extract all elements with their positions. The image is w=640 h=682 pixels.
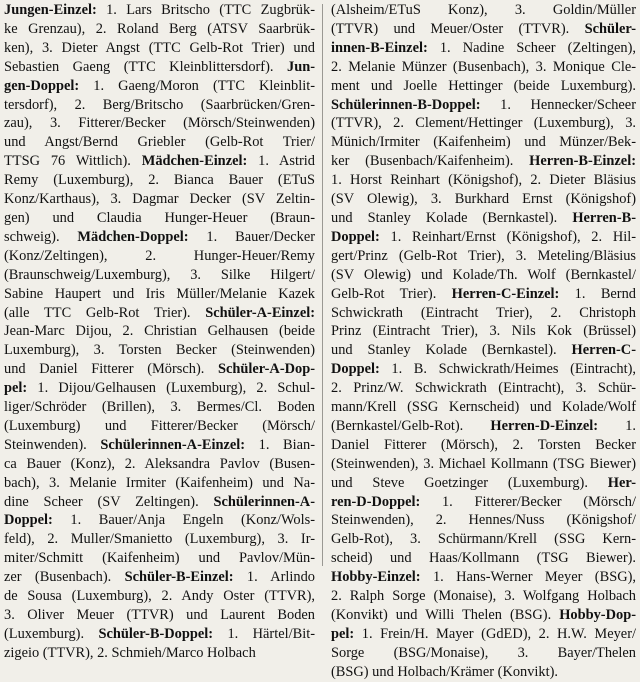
- result-text: 1. Frein/H. Mayer (GdED), 2. H.W. Meyer/: [354, 625, 636, 642]
- text-line: [4, 58, 315, 77]
- result-text: 1. Bauer/Anja Engeln (Konz/Wols-: [52, 512, 315, 529]
- result-text: tersdorf), 2. Berg/Britscho (Saarbrücken/Gren-: [4, 96, 315, 113]
- text-line: [331, 77, 636, 96]
- result-text: schweig).: [4, 228, 78, 245]
- result-text: 1. Hennecker/Scheer: [480, 96, 636, 113]
- category-heading: Herren-B-: [572, 209, 636, 226]
- text-line: [4, 587, 315, 606]
- result-text: 2. Ralph Sorge (Monaise), 3. Wolfgang Holbach: [331, 588, 636, 605]
- category-heading: Herren-C-Einzel:: [451, 285, 560, 302]
- category-heading: Herren-D-Einzel:: [490, 417, 599, 434]
- category-heading: Schüler-A-Einzel:: [205, 304, 315, 321]
- result-text: 1. Reinhart/Ernst (Königshof), 2. Hil-: [379, 228, 636, 245]
- result-text: 1. B. Schwickrath/Heimes (Eintracht),: [379, 361, 636, 378]
- text-line: [331, 285, 636, 304]
- category-heading: Schüler-B-Einzel:: [124, 569, 234, 586]
- text-line: [331, 493, 636, 512]
- text-line: [331, 511, 636, 530]
- text-line: [331, 190, 636, 209]
- text-line: [4, 417, 315, 436]
- text-line: [4, 152, 315, 171]
- category-heading: Jun-: [287, 58, 315, 75]
- result-text: TTSG 76 Wittlich).: [4, 153, 142, 170]
- category-heading: pel:: [4, 380, 28, 397]
- category-heading: Schüler-B-Doppel:: [98, 625, 214, 642]
- result-text: Prinz (Eintracht Trier), 3. Nils Kok (Brüssel): [331, 323, 636, 340]
- category-heading: Her-: [607, 474, 636, 491]
- text-line: [4, 549, 315, 568]
- text-line: [4, 133, 315, 152]
- category-heading: Schülerinnen-A-: [213, 493, 315, 510]
- result-text: (Bernkastel/Gelb-Rot).: [331, 417, 491, 434]
- result-text: Luxemburg), 3. Torsten Becker (Steinwenden): [4, 342, 315, 359]
- text-line: [4, 1, 315, 20]
- result-text: (Steinwenden), 3. Michael Kollmann (TSG Biewer): [331, 455, 636, 472]
- text-line: [4, 190, 315, 209]
- text-line: [4, 209, 315, 228]
- result-text: 1. Nadine Scheer (Zeltingen),: [427, 39, 636, 56]
- result-text: ment und Joelle Hettinger (beide Luxemburg).: [331, 77, 636, 94]
- text-line: [4, 247, 315, 266]
- result-text: gen) und Claudia Hunger-Heuer (Braun-: [4, 209, 315, 226]
- result-text: zau), 3. Fitterer/Becker (Mörsch/Steinwenden): [4, 115, 315, 132]
- text-line: [4, 322, 315, 341]
- result-text: 1. Bian-: [245, 436, 315, 453]
- text-line: [4, 511, 315, 530]
- text-line: [331, 625, 636, 644]
- result-text: Steinwenden), 2. Hennes/Nuss (Königshof/: [331, 512, 636, 529]
- text-line: [331, 663, 636, 682]
- category-heading: Herren-C-: [571, 342, 636, 359]
- category-heading: gen-Doppel:: [4, 77, 80, 94]
- result-text: und Stanley Kolade (Bernkastel).: [331, 342, 572, 359]
- result-text: 1. Fitterer/Becker (Mörsch/: [420, 493, 636, 510]
- category-heading: Hobby-Dop-: [559, 607, 636, 623]
- text-line: [4, 493, 315, 512]
- text-line: [4, 398, 315, 417]
- text-line: [331, 20, 636, 39]
- category-heading: Schülerinnen-A-Einzel:: [100, 436, 246, 453]
- text-line: [4, 379, 315, 398]
- result-text: scheid) und Haas/Kollmann (TSG Biewer).: [331, 550, 636, 567]
- result-text: Konz/Karthaus), 3. Dagmar Decker (SV Zeltin-: [4, 191, 315, 208]
- text-line: [4, 77, 315, 96]
- text-line: [331, 455, 636, 474]
- result-text: 1. Bernd: [559, 285, 636, 302]
- result-text: Gelb-Rot), 3. Schürmann/Krell (SSG Kern-: [331, 531, 636, 548]
- result-text: (Braunschweig/Luxemburg), 3. Silke Hilgert/: [4, 266, 315, 283]
- text-line: [4, 96, 315, 115]
- result-text: (Luxemburg).: [4, 625, 99, 642]
- category-heading: Hobby-Einzel:: [331, 569, 421, 586]
- category-heading: Mädchen-Doppel:: [77, 228, 189, 245]
- text-line: [331, 114, 636, 133]
- category-heading: Jungen-Einzel:: [4, 2, 97, 18]
- text-line: [331, 587, 636, 606]
- text-line: [331, 379, 636, 398]
- category-heading: Schüler-A-Dop-: [218, 361, 315, 378]
- result-text: bach), 3. Melanie Irmiter (Kaifenheim) und Na-: [4, 474, 315, 491]
- result-text: Sorge (BSG/Monaise), 3. Bayer/Thelen: [331, 644, 636, 661]
- text-line: [4, 228, 315, 247]
- text-line: [331, 209, 636, 228]
- result-text: 1. Härtel/Bit-: [213, 625, 315, 642]
- text-line: [331, 228, 636, 247]
- result-text: (Konz/Zeltingen), 2. Hunger-Heuer/Remy: [4, 247, 315, 264]
- result-text: dine Scheer (SV Zeltingen).: [4, 493, 214, 510]
- result-text: (alle TTC Gelb-Rot Trier).: [4, 304, 206, 321]
- result-text: (SV Olewig) und Kolade/Th. Wolf (Bernkastel/: [331, 266, 636, 283]
- result-text: und Steve Goetzinger (Luxemburg).: [331, 474, 608, 491]
- text-line: [331, 304, 636, 323]
- text-line: [331, 549, 636, 568]
- text-line: [331, 171, 636, 190]
- text-line: [331, 39, 636, 58]
- result-text: liger/Schröder (Brillen), 3. Bermes/Cl. Boden: [4, 399, 315, 416]
- text-line: [331, 133, 636, 152]
- category-heading: pel:: [331, 625, 355, 642]
- text-line: [4, 20, 315, 39]
- result-text: 2. Melanie Münzer (Busenbach), 3. Monique Cle-: [331, 58, 636, 75]
- result-text: zer (Busenbach).: [4, 569, 125, 586]
- text-line: [331, 568, 636, 587]
- result-text: (TTVR) und Meuer/Oster (TTVR).: [331, 20, 585, 37]
- category-heading: innen-B-Einzel:: [331, 39, 428, 56]
- result-text: (SV Olewig), 3. Burkhard Ernst (Königshof): [331, 191, 636, 208]
- result-text: 1. Dijou/Gelhausen (Luxemburg), 2. Schul-: [27, 380, 315, 397]
- result-text: mann/Krell (SSG Kernscheid) und Kolade/Wolf: [331, 399, 636, 416]
- text-line: [331, 360, 636, 379]
- text-line: [331, 417, 636, 436]
- result-text: 1.: [598, 417, 636, 434]
- result-text: Jean-Marc Dijou, 2. Christian Gelhausen (beide: [4, 323, 315, 340]
- category-heading: Schülerinnen-B-Doppel:: [331, 96, 481, 113]
- text-line: [4, 341, 315, 360]
- result-text: Daniel Fitterer (Mörsch), 2. Torsten Becker: [331, 436, 636, 453]
- text-line: [331, 474, 636, 493]
- text-line: [331, 266, 636, 285]
- text-line: [4, 644, 315, 663]
- result-text: (Luxemburg) und Fitterer/Becker (Mörsch/: [4, 417, 315, 434]
- category-heading: Herren-B-Einzel:: [529, 153, 636, 170]
- result-text: 1. Astrid: [247, 153, 316, 170]
- category-heading: Doppel:: [331, 228, 380, 245]
- result-text: Steinwenden).: [4, 436, 101, 453]
- category-heading: ren-D-Doppel:: [331, 493, 421, 510]
- text-line: [331, 644, 636, 663]
- text-line: [4, 285, 315, 304]
- text-line: [4, 625, 315, 644]
- result-text: und Stanley Kolade (Bernkastel).: [331, 209, 573, 226]
- text-line: [4, 171, 315, 190]
- result-text: Remy (Luxemburg), 2. Bianca Bauer (ETuS: [4, 172, 315, 189]
- text-line: [4, 568, 315, 587]
- result-text: Münich/Irmiter (Kaifenheim) und Münzer/Bek-: [331, 134, 636, 151]
- result-text: und Daniel Fitterer (Mörsch).: [4, 361, 218, 378]
- text-line: [4, 530, 315, 549]
- text-line: [331, 152, 636, 171]
- category-heading: Mädchen-Einzel:: [141, 153, 248, 170]
- text-line: [331, 398, 636, 417]
- text-line: [331, 1, 636, 20]
- result-text: miter/Schmitt (Kaifenheim) und Pavlov/Mün-: [4, 550, 315, 567]
- category-heading: Schüler-: [584, 20, 636, 37]
- result-text: de Sousa (Luxemburg), 2. Andy Oster (TTVR),: [4, 588, 315, 605]
- result-text: (BSG) und Holbach/Krämer (Konvikt).: [331, 663, 559, 680]
- result-text: 1. Hans-Werner Meyer (BSG),: [420, 569, 636, 586]
- result-text: (TTVR), 2. Clement/Hettinger (Luxemburg), 3.: [331, 115, 636, 132]
- result-text: gert/Prinz (Gelb-Rot Trier), 3. Meteling/Bläsius: [331, 247, 636, 264]
- text-line: [4, 304, 315, 323]
- result-text: 1. Lars Britscho (TTC Zugbrük-: [96, 2, 315, 18]
- result-text: feld), 2. Muller/Smanietto (Luxemburg), 3. Ir-: [4, 531, 315, 548]
- text-line: [4, 436, 315, 455]
- result-text: 3. Oliver Meuer (TTVR) und Laurent Boden: [4, 607, 315, 623]
- result-text: 1. Bauer/Decker: [188, 228, 315, 245]
- result-text: 1. Gaeng/Moron (TTC Kleinblit-: [79, 77, 315, 94]
- result-text: (Alsheim/ETuS Konz), 3. Goldin/Müller: [331, 2, 636, 18]
- result-text: (Konvikt) und Willi Thelen (BSG).: [331, 607, 560, 623]
- text-line: [331, 341, 636, 360]
- result-text: zigeio (TTVR), 2. Schmieh/Marco Holbach: [4, 644, 256, 661]
- result-text: ken), 3. Dieter Angst (TTC Gelb-Rot Trier) und: [4, 39, 315, 56]
- result-text: ca Bauer (Konz), 2. Aleksandra Pavlov (Busen-: [4, 455, 315, 472]
- result-text: 1. Arlindo: [233, 569, 315, 586]
- right-text-column: [331, 1, 636, 680]
- result-text: ke Grenzau), 2. Roland Berg (ATSV Saarbrük-: [4, 20, 315, 37]
- result-text: Sabine Haupert und Iris Müller/Melanie Kazek: [4, 285, 315, 302]
- result-text: ker (Busenbach/Kaifenheim).: [331, 153, 530, 170]
- text-line: [331, 436, 636, 455]
- column-divider: [322, 4, 323, 566]
- result-text: Sebastien Gaeng (TTC Kleinblittersdorf).: [4, 58, 287, 75]
- category-heading: Doppel:: [4, 512, 53, 529]
- text-line: [331, 247, 636, 266]
- result-text: 2. Prinz/W. Schwickrath (Eintracht), 3. Schür-: [331, 380, 636, 397]
- text-line: [4, 114, 315, 133]
- result-text: Gelb-Rot Trier).: [331, 285, 452, 302]
- text-line: [4, 474, 315, 493]
- text-line: [4, 360, 315, 379]
- text-line: [4, 266, 315, 285]
- text-line: [331, 322, 636, 341]
- text-line: [331, 96, 636, 115]
- text-line: [331, 530, 636, 549]
- result-text: Schwickrath (Eintracht Trier), 2. Christoph: [331, 304, 636, 321]
- text-line: [331, 58, 636, 77]
- text-line: [4, 39, 315, 58]
- text-line: [4, 606, 315, 625]
- result-text: und Angst/Bernd Griebler (Gelb-Rot Trier/: [4, 134, 315, 151]
- result-text: 1. Horst Reinhart (Königshof), 2. Dieter Bläsius: [331, 172, 636, 189]
- text-line: [4, 455, 315, 474]
- category-heading: Doppel:: [331, 361, 380, 378]
- text-line: [331, 606, 636, 625]
- left-text-column: [4, 1, 316, 661]
